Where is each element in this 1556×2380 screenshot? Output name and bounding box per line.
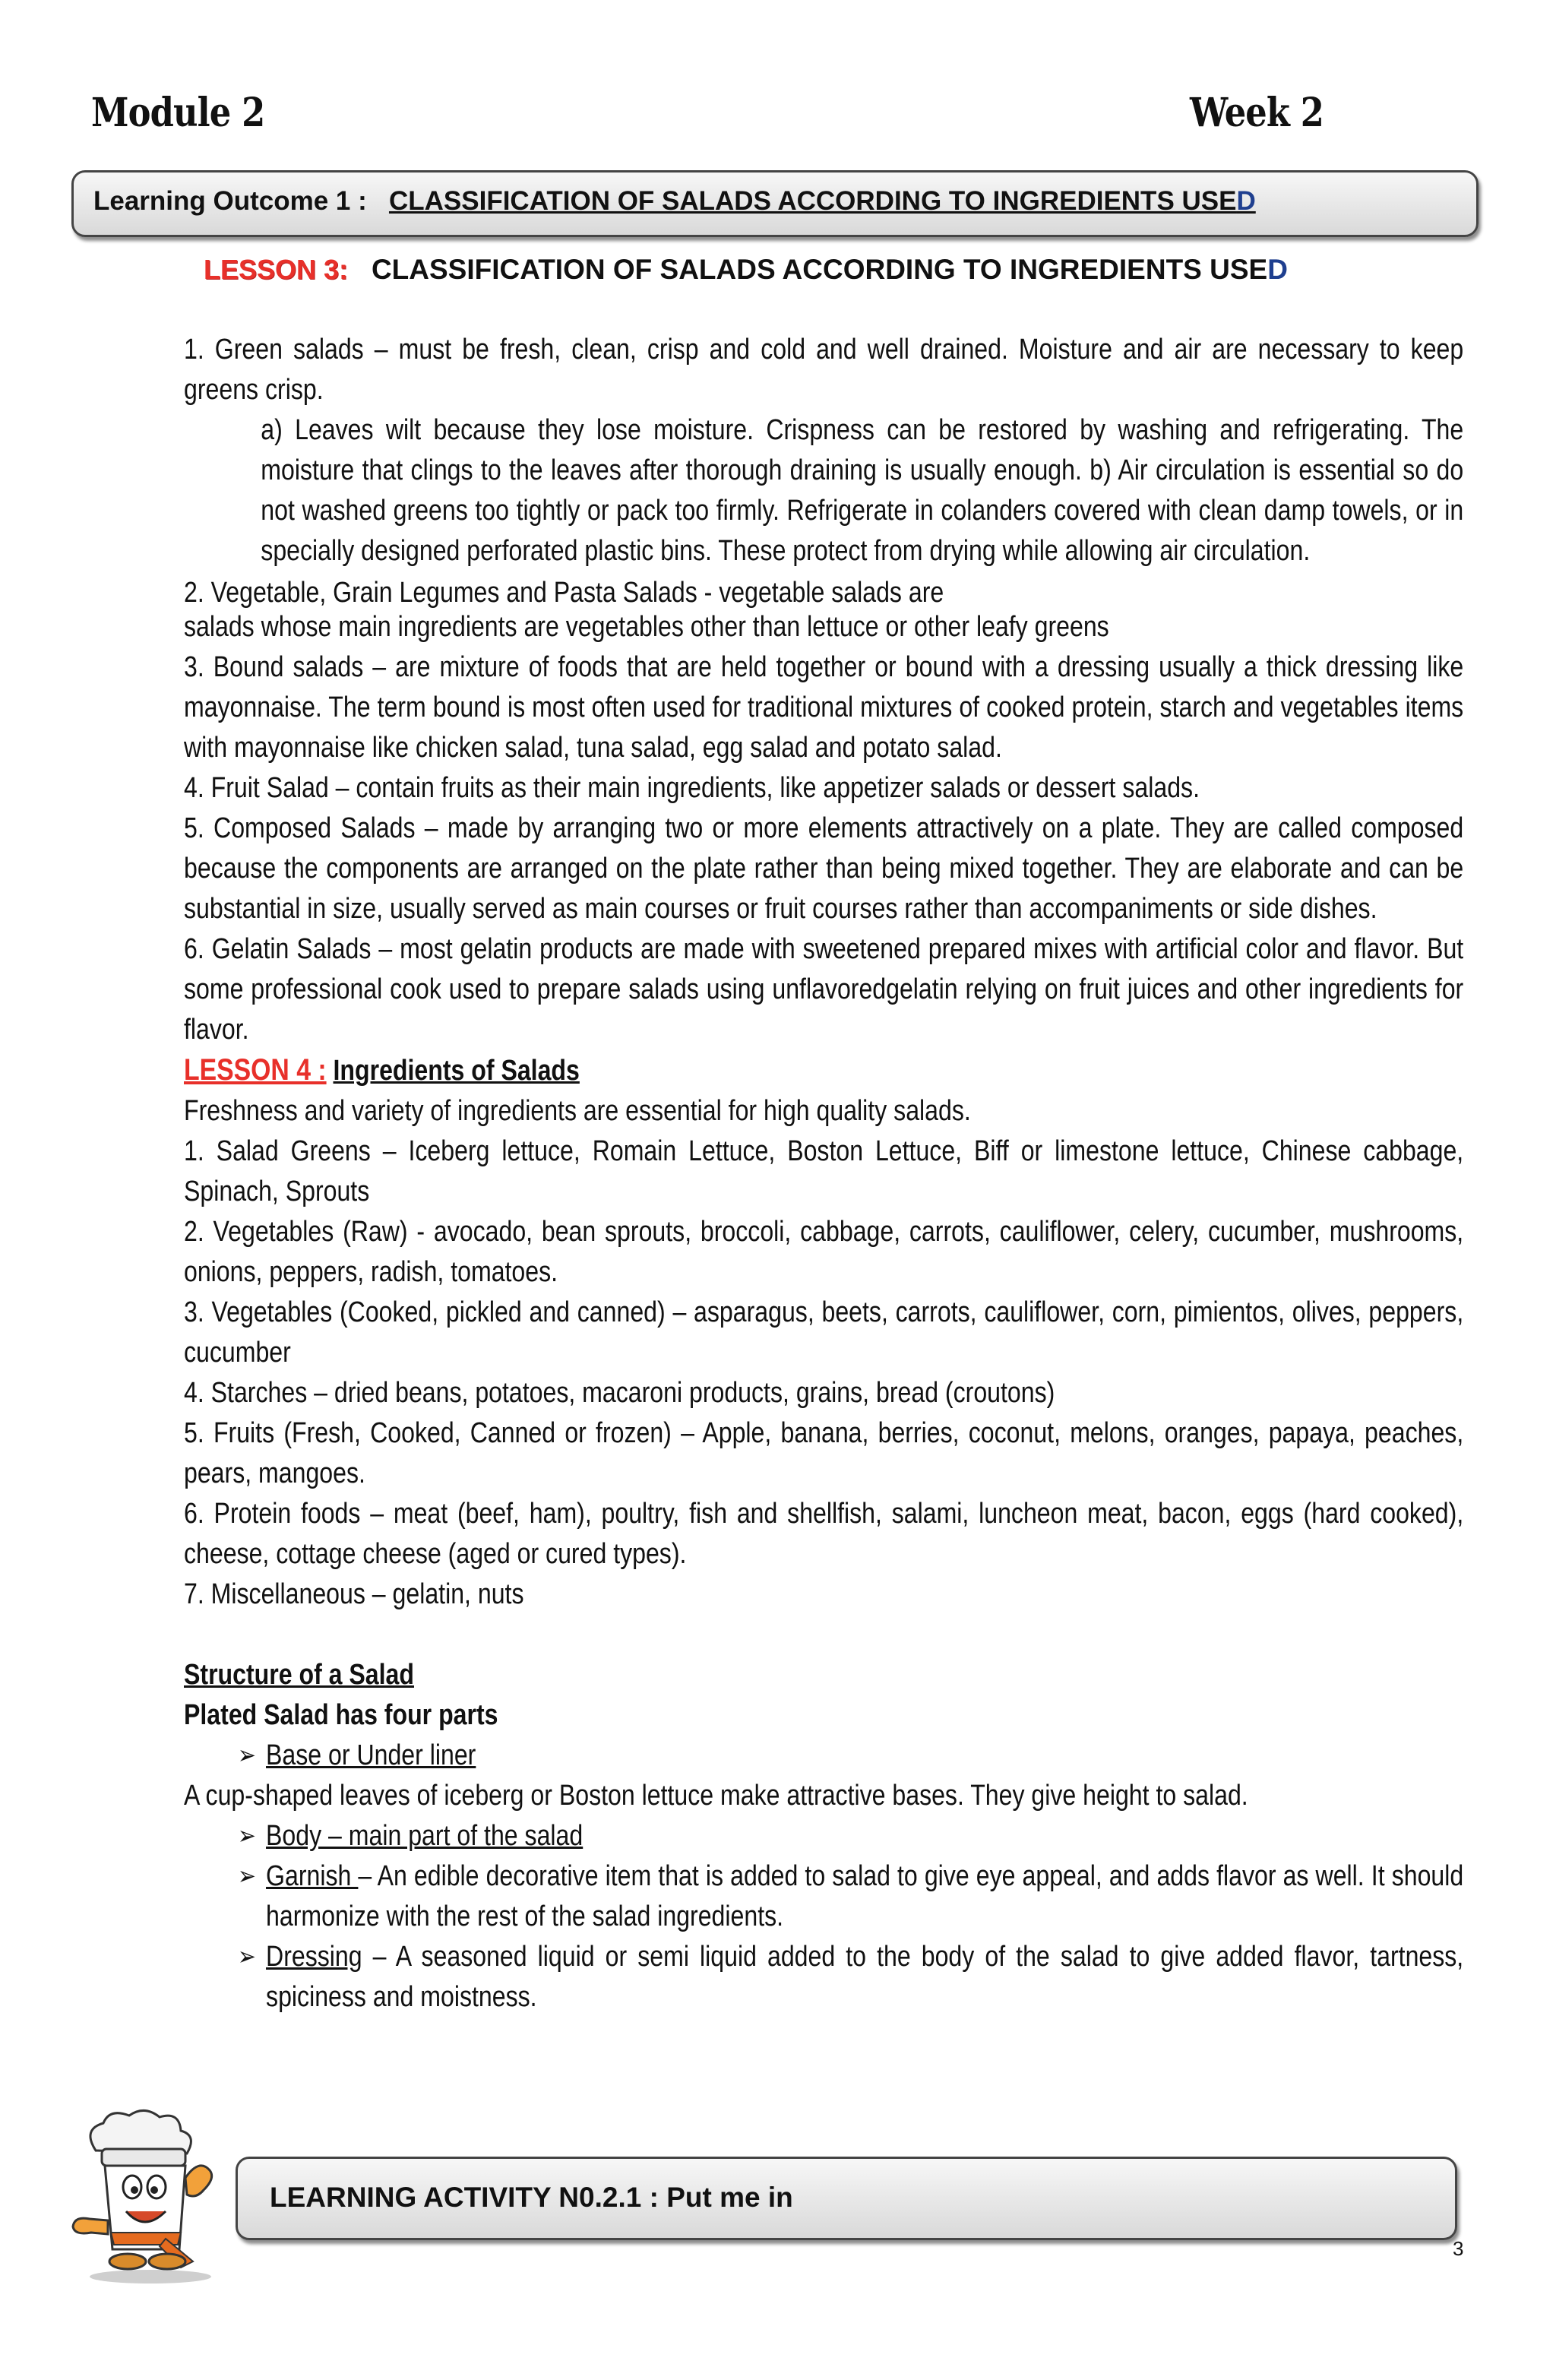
ingredient-item: 5. Fruits (Fresh, Cooked, Canned or frozen) – Apple, banana, berries, coconut, melons, oranges, papaya, peaches, pears, mangoes.: [184, 1417, 1464, 1489]
ingredient-item: 7. Miscellaneous – gelatin, nuts: [184, 1578, 524, 1610]
bound-salads-text: 3. Bound salads – are mixture of foods that are held together or bound with a dressing usually a thick dressing like mayonnaise. The term bound is most often used for traditional mixtures of cooked protein, starch and vegetables items with mayonnaise like chicken salad, tuna salad, egg salad and potato salad.: [184, 651, 1464, 764]
composed-salads-text: 5. Composed Salads – made by arranging two or more elements attractively on a plate. They are called composed because the components are arranged on the plate rather than being mixed together. They are elaborate and can be substantial in size, usually served as main courses or fruit courses rather than accompaniments or side dishes.: [184, 812, 1464, 925]
learning-outcome-banner: [71, 170, 1479, 237]
base-label: Base or Under liner: [266, 1739, 476, 1771]
lesson4-heading: [184, 1050, 1463, 1091]
ingredient-item: 1. Salad Greens – Iceberg lettuce, Romain Lettuce, Boston Lettuce, Biff or limestone lettuce, Chinese cabbage, Spinach, Sprouts: [184, 1135, 1464, 1207]
lesson3-title: CLASSIFICATION OF SALADS ACCORDING TO INGREDIENTS USED: [371, 254, 1288, 285]
garnish-bullet: [184, 1856, 1463, 1937]
lesson3-content: [184, 330, 1463, 2018]
garnish-label: Garnish: [266, 1860, 359, 1892]
dressing-bullet: [184, 1937, 1463, 2018]
ingredient-item: 6. Protein foods – meat (beef, ham), poultry, fish and shellfish, salami, luncheon meat, bacon, eggs (hard cooked), cheese, cottage cheese (aged or cured types).: [184, 1498, 1464, 1570]
learning-outcome-title: CLASSIFICATION OF SALADS ACCORDING TO INGREDIENTS USED: [388, 186, 1256, 216]
body-label: Body – main part of the salad: [266, 1820, 584, 1852]
learning-outcome-text: [93, 186, 1256, 217]
lesson3-heading: [204, 254, 1288, 286]
ingredient-item: 4. Starches – dried beans, potatoes, macaroni products, grains, bread (croutons): [184, 1377, 1055, 1409]
learning-outcome-label: Learning Outcome 1 :: [93, 186, 367, 216]
green-salads-detail: a) Leaves wilt because they lose moisture. Crispness can be restored by washing and refrigerating. The moisture that clings to the leaves after thorough draining is usually enough. b) Air circulation is essential so do not washed greens too tightly or pack too firmly. Refrigerate in colanders covered with clean damp towels, or in specially designed perforated plastic bins. These protect from drying while allowing air circulation.: [261, 414, 1464, 567]
structure-heading: Structure of a Salad: [184, 1659, 414, 1691]
green-salads-text: 1. Green salads – must be fresh, clean, crisp and cold and well drained. Moisture and air are necessary to keep greens crisp.: [184, 334, 1464, 406]
ingredient-item: 3. Vegetables (Cooked, pickled and canned) – asparagus, beets, carrots, cauliflower, corn, pimientos, olives, peppers, cucumber: [184, 1296, 1464, 1369]
structure-subheading: Plated Salad has four parts: [184, 1699, 498, 1731]
ingredient-item: 2. Vegetables (Raw) - avocado, bean sprouts, broccoli, cabbage, carrots, cauliflower, celery, cucumber, mushrooms, onions, peppers, radish, tomatoes.: [184, 1216, 1464, 1288]
page-number: 3: [1453, 2237, 1464, 2260]
learning-activity-label: LEARNING ACTIVITY N0.2.1 : Put me in: [270, 2182, 793, 2213]
chef-mascot-icon: [59, 2105, 242, 2287]
garnish-description: – An edible decorative item that is added to salad to give eye appeal, and adds flavor as well. It should harmonize with the rest of the salad ingredients.: [266, 1860, 1464, 1932]
learning-activity-banner: [236, 2157, 1457, 2240]
lesson4-intro: Freshness and variety of ingredients are essential for high quality salads.: [184, 1095, 971, 1127]
fruit-salad-text: 4. Fruit Salad – contain fruits as their main ingredients, like appetizer salads or dessert salads.: [184, 772, 1200, 804]
lesson3-label: LESSON 3:: [204, 254, 349, 285]
week-label: Week 2: [1190, 90, 1324, 136]
base-bullet: [184, 1736, 1463, 1776]
gelatin-salads-text: 6. Gelatin Salads – most gelatin products are made with sweetened prepared mixes with artificial color and flavor. But some professional cook used to prepare salads using unflavoredgelatin relying on fruit juices and other ingredients for flavor.: [184, 933, 1464, 1046]
lesson4-title: Ingredients of Salads: [333, 1055, 580, 1087]
module-label: Module 2: [91, 90, 265, 136]
vegetable-salads-line2: salads whose main ingredients are vegetables other than lettuce or other leafy greens: [184, 611, 1109, 643]
dressing-description: – A seasoned liquid or semi liquid added to the body of the salad to give added flavor, tartness, spiciness and moistness.: [266, 1941, 1464, 2013]
dressing-label: Dressing: [266, 1941, 362, 1973]
body-bullet: [184, 1816, 1463, 1856]
lesson4-label: LESSON 4 :: [184, 1053, 327, 1087]
base-description: A cup-shaped leaves of iceberg or Boston lettuce make attractive bases. They give height to salad.: [184, 1780, 1248, 1812]
vegetable-salads-line1: 2. Vegetable, Grain Legumes and Pasta Salads - vegetable salads are: [184, 577, 944, 609]
